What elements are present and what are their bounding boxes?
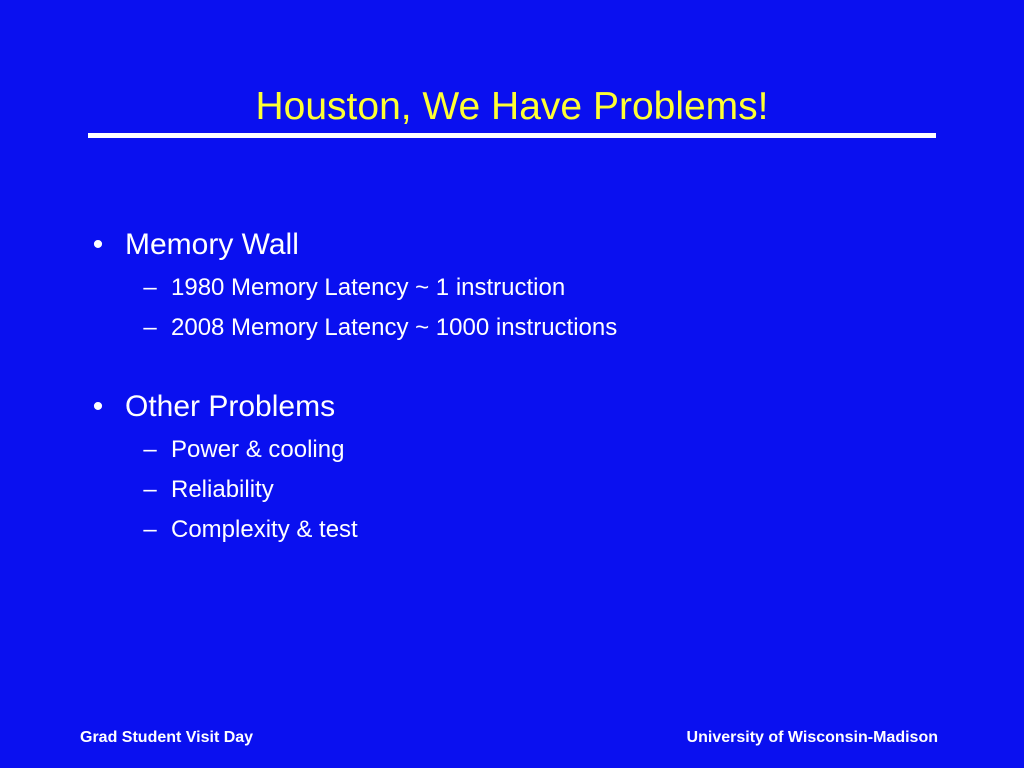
slide-title: Houston, We Have Problems! (255, 85, 769, 128)
sub-bullet-item (88, 308, 968, 348)
sub-bullet-text: Reliability (171, 476, 274, 503)
sub-bullet-text: Power & cooling (171, 436, 345, 463)
footer-right-text: University of Wisconsin-Madison (686, 729, 938, 746)
bullet-text: Memory Wall (125, 228, 299, 261)
sub-bullet-marker: – (143, 274, 157, 301)
sub-bullet-marker: – (143, 476, 157, 503)
sub-bullet-item (88, 430, 968, 470)
bullet-group-other-problems (88, 384, 968, 550)
bullet-marker: • (92, 228, 104, 261)
bullet-marker: • (92, 390, 104, 423)
footer-left-text: Grad Student Visit Day (80, 729, 254, 746)
sub-bullet-text: 2008 Memory Latency ~ 1000 instructions (171, 314, 618, 341)
sub-bullet-marker: – (143, 436, 157, 463)
bullet-text: Other Problems (125, 390, 336, 423)
sub-bullet-item (88, 268, 968, 308)
sub-bullet-item (88, 470, 968, 510)
title-underline (88, 133, 936, 138)
sub-bullet-text: 1980 Memory Latency ~ 1 instruction (171, 274, 566, 301)
sub-bullet-marker: – (143, 314, 157, 341)
sub-bullet-text: Complexity & test (171, 516, 358, 543)
sub-bullet-item (88, 510, 968, 550)
bullet-item (88, 222, 968, 268)
bullet-list (88, 222, 968, 550)
bullet-group-memory-wall (88, 222, 968, 348)
sub-bullet-marker: – (143, 516, 157, 543)
bullet-item (88, 384, 968, 430)
